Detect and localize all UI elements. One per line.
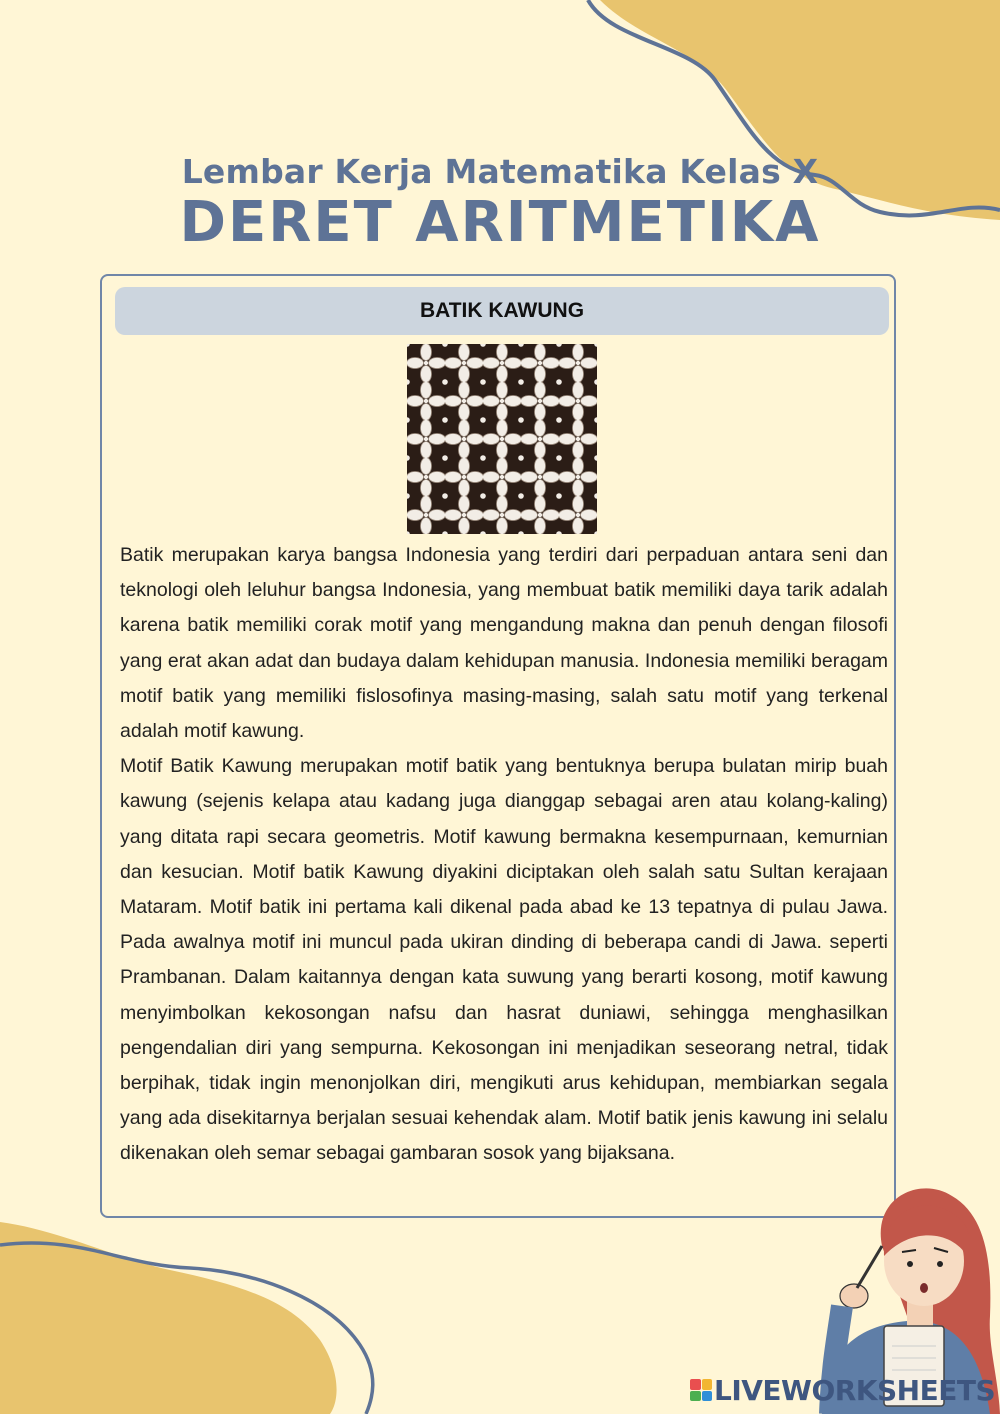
paragraph-1: Batik merupakan karya bangsa Indonesia yang terdiri dari perpaduan antara seni dan teknologi oleh leluhur bangsa Indonesia, yang membuat batik memiliki daya tarik adalah karena batik memiliki corak motif yang mengandung makna dan penuh dengan filosofi yang erat akan adat dan budaya dalam kehidupan manusia. Indonesia memiliki beragam motif batik yang memiliki fislosofinya masing-masing, salah satu motif yang terkenal adalah motif kawung. bbox=[120, 544, 888, 743]
paragraph-2: Motif Batik Kawung merupakan motif batik yang bentuknya berupa bulatan mirip buah kawung (sejenis kelapa atau kadang juga dianggap sebagai aren atau kolang-kaling) yang ditata rapi secara geometris. Motif kawung bermakna kesempurnaan, kemurnian dan kesucian. Motif batik Kawung diyakini diciptakan oleh salah satu Sultan kerajaan Mataram. Motif batik ini pertama kali dikenal pada abad ke 13 tepatnya di pulau Jawa. Pada awalnya motif ini muncul pada ukiran dinding di beberapa candi di Jawa. seperti Prambanan. Dalam kaitannya dengan kata suwung yang berarti kosong, motif kawung menyimbolkan kekosongan nafsu dan hasrat duniawi, sehingga menghasilkan pengendalian diri yang sempurna. Kekosongan ini menjadikan seseorang netral, tidak berpihak, tidak ingin menonjolkan diri, mengikuti arus kehidupan, membiarkan segala yang ada disekitarnya berjalan sesuai kehendak alam. Motif batik jenis kawung ini selalu dikenakan oleh semar sebagai gambaran sosok yang bijaksana. bbox=[120, 755, 888, 1165]
liveworksheets-watermark bbox=[690, 1373, 996, 1407]
batik-kawung-image bbox=[407, 344, 597, 534]
card-heading: BATIK KAWUNG bbox=[115, 287, 889, 335]
body-text bbox=[120, 538, 888, 1172]
content-card bbox=[100, 274, 896, 1218]
worksheet-subtitle: Lembar Kerja Matematika Kelas X bbox=[181, 152, 819, 191]
liveworksheets-logo-icon bbox=[690, 1379, 712, 1401]
worksheet-title: DERET ARITMETIKA bbox=[179, 190, 821, 255]
liveworksheets-brand: LIVEWORKSHEETS bbox=[714, 1373, 996, 1407]
